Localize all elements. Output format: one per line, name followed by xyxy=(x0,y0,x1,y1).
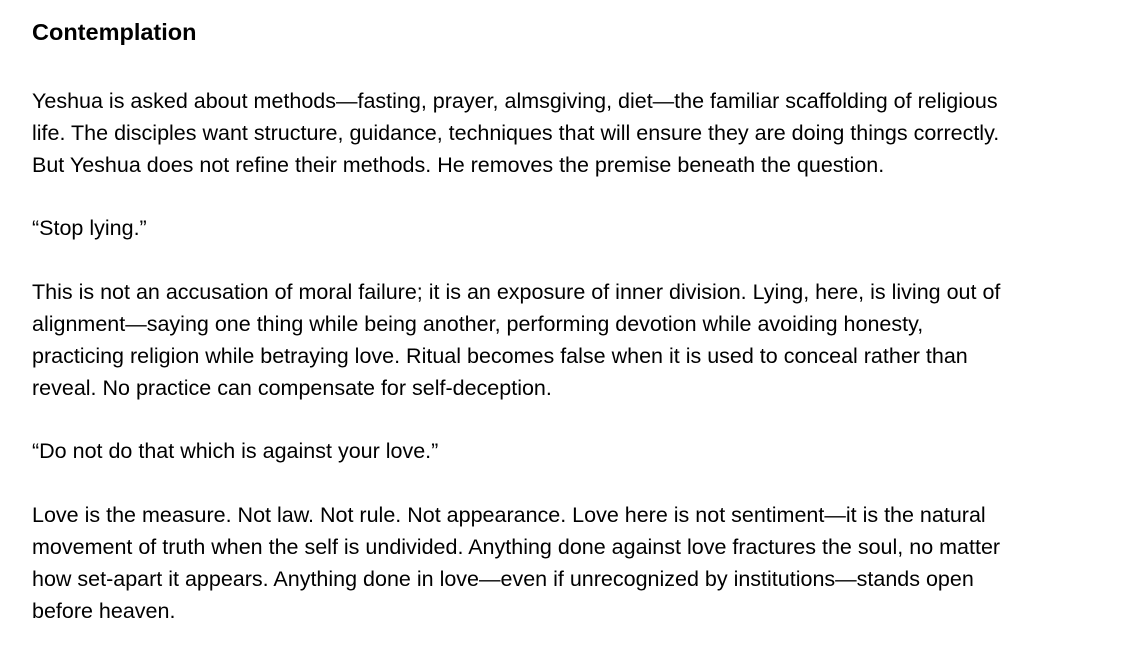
quote-against-love xyxy=(32,436,1122,468)
paragraph-line: how set-apart it appears. Anything done in love—even if unrecognized by institutions—stands open xyxy=(32,566,974,591)
paragraph-line: But Yeshua does not refine their methods. He removes the premise beneath the question. xyxy=(32,152,885,177)
paragraph-line: This is not an accusation of moral failure; it is an exposure of inner division. Lying, here, is living out of xyxy=(32,280,1001,305)
paragraph-line: practicing religion while betraying love. Ritual becomes false when it is used to conceal rather than xyxy=(32,343,968,368)
paragraph-love-measure xyxy=(32,500,1122,627)
paragraph-line: life. The disciples want structure, guidance, techniques that will ensure they are doing things correctly. xyxy=(32,120,1000,145)
section-heading: Contemplation xyxy=(32,19,197,45)
quote-line: “Do not do that which is against your love.” xyxy=(32,439,439,464)
paragraph-inner-division xyxy=(32,277,1122,404)
paragraph-line: before heaven. xyxy=(32,598,176,623)
quote-line: “Stop lying.” xyxy=(32,216,147,241)
document-body xyxy=(32,16,1122,659)
paragraph-line: Yeshua is asked about methods—fasting, prayer, almsgiving, diet—the familiar scaffolding of religious xyxy=(32,89,998,113)
paragraph-line: reveal. No practice can compensate for self-deception. xyxy=(32,375,552,400)
paragraph-methods xyxy=(32,86,1122,181)
paragraph-line: alignment—saying one thing while being another, performing devotion while avoiding honesty, xyxy=(32,311,924,336)
quote-stop-lying xyxy=(32,213,1122,245)
paragraph-line: Love is the measure. Not law. Not rule. Not appearance. Love here is not sentiment—it is the natural xyxy=(32,503,986,528)
paragraph-line: movement of truth when the self is undivided. Anything done against love fractures the soul, no matter xyxy=(32,534,1001,559)
